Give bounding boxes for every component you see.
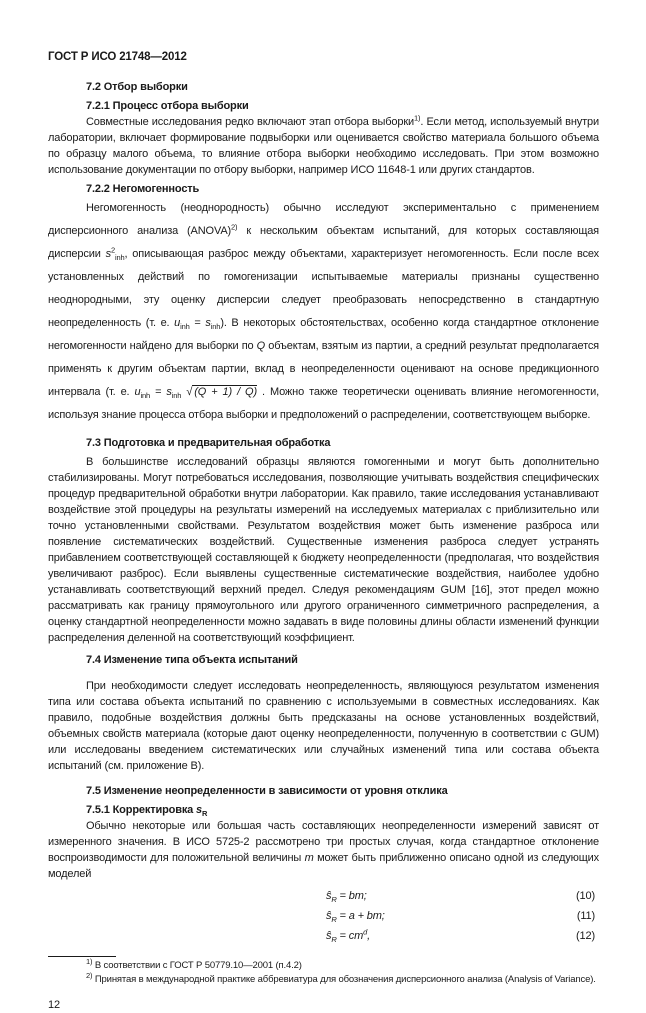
footnote-ref-1: 1) <box>414 113 421 123</box>
math-s: s <box>166 386 172 398</box>
text: к нескольким объектам испытаний, для которых составляющая дисперсии <box>48 225 599 260</box>
text: В соответствии с ГОСТ Р 50779.10—2001 (п.4.2) <box>92 960 302 971</box>
math-sub: inh <box>171 391 182 401</box>
footnote-ref-2: 2) <box>231 222 238 232</box>
math: = cm <box>339 930 364 942</box>
section-7-3-paragraph: В большинстве исследований образцы являются гомогенными и могут быть дополнительно стабилизированы. Могут потребоваться исследования, позволяющие учитывать воздействия специфических процедур предварительной обработки внутри лаборатории. Как правило, такие исследования устанавливают воздействие этой процедуры на результаты измерений на исследуемых материалах с приблизительно или точно установленными свойствами. Результатом воздействия может быть изменение разброса или появление систематических воздействий. Существенные изменения разброса следует устранять прибавлением соответствующей составляющей к бюджету неопределенности (предполагая, что воздействия увеличивают разброс). Если выявлены существенные систематические воздействия, наиболее удобно устанавливать соответствующий верхний предел. Следуя рекомендациям GUM [16], этот предел можно рассматривать как границу прямоугольного или другого ограниченного симметричного распределения, а оценку стандартной неопределенности можно задавать в виде половины длины области изменений функции распределения деленной на соответствующий коэффициент. <box>48 456 599 644</box>
math-sub: R <box>331 935 337 945</box>
math: = a + bm; <box>339 910 385 922</box>
section-7-5-1-paragraph <box>48 818 599 882</box>
section-7-2-1-paragraph <box>48 114 599 178</box>
text: . Можно также теоретически оценивать влияние негомогенности, используя знание процесса отбора выборки и предположений о распределении, соответствующем выборке. <box>48 386 599 421</box>
section-7-2-title: 7.2 Отбор выборки <box>86 81 188 93</box>
math-q: Q <box>256 340 266 352</box>
math-m: m <box>304 852 314 864</box>
math: ŝ <box>326 910 332 922</box>
text: . Если метод, используемый внутри лаборатории, включает формирование подвыборки или оценивается свойство материала большого объема по образцу малого объема, то влияние отбора выборки необходимо исследовать. При этом возможно использование документации по отбору выборки, например ИСО 11648-1 или других стандартов. <box>48 116 600 176</box>
text: Негомогенность (неоднородность) обычно исследуют экспериментально с применением дисперсионного анализа (ANOVA) <box>48 202 599 237</box>
text: ). В некоторых обстоятельствах, особенно когда стандартное отклонение негомогенности найдено для выборки по <box>48 317 599 352</box>
math-s: s <box>205 317 211 329</box>
text: Совместные исследования редко включают этап отбора выборки <box>86 116 415 128</box>
math-s: s <box>105 248 111 260</box>
footnote-1 <box>48 956 599 973</box>
text: 7.5.1 Корректировка <box>86 804 197 816</box>
equation-number: (10) <box>576 890 595 902</box>
text: может быть приближенно описано одной из следующих моделей <box>48 852 599 880</box>
math-sup: d <box>363 927 368 937</box>
math-sub: R <box>202 809 208 819</box>
math-sub: inh <box>114 253 125 263</box>
math-sub: R <box>331 915 337 925</box>
math-sub: inh <box>180 322 190 332</box>
section-7-5-title: 7.5 Изменение неопределенности в зависимости от уровня отклика <box>86 785 448 797</box>
section-7-2-2-paragraph <box>48 197 599 427</box>
section-7-2-2-title: 7.2.2 Негомогенность <box>86 183 200 195</box>
math-sub: R <box>331 895 337 905</box>
math-sub: inh <box>140 391 151 401</box>
math: = bm; <box>339 890 367 902</box>
math-u: u <box>134 386 141 398</box>
equation-number: (11) <box>576 910 595 922</box>
math-sup: 2 <box>110 245 115 255</box>
text: объектам, взятым из партии, а средний результат предполагается применять к другим объектам партии, вклад в неопределенности оценивают на основе предикционного интервала (т. е. <box>48 340 599 398</box>
math-u: u <box>174 317 181 329</box>
equation-number: (12) <box>576 930 595 942</box>
page-number: 12 <box>48 999 60 1011</box>
section-7-4-title: 7.4 Изменение типа объекта испытаний <box>86 654 298 666</box>
footnote-2 <box>48 970 599 987</box>
math-eq: = <box>189 317 206 329</box>
footnotes <box>48 956 599 987</box>
text: Принятая в международной практике аббревиатура для обозначения дисперсионного анализа (Analysis of Variance). <box>92 974 596 985</box>
document-header: ГОСТ Р ИСО 21748—2012 <box>48 51 187 63</box>
sqrt-icon: √ <box>186 386 193 398</box>
math: , <box>367 930 371 942</box>
section-7-2-1-title: 7.2.1 Процесс отбора выборки <box>86 100 249 112</box>
math-sqrt: (Q + 1) / Q) <box>194 386 257 398</box>
footnote-mark: 1) <box>86 956 93 966</box>
math: ŝ <box>326 890 332 902</box>
footnote-divider <box>48 956 116 957</box>
footnote-mark: 2) <box>86 970 93 980</box>
math: ŝ <box>326 930 332 942</box>
section-7-3-title: 7.3 Подготовка и предварительная обработка <box>86 437 331 449</box>
section-7-4-paragraph: При необходимости следует исследовать неопределенность, являющуюся результатом изменения типа или состава объекта испытаний по сравнению с используемыми в совместных исследованиях. Как правило, подобные воздействия должны быть предсказаны на основе установленных воздействий, объемных свойств материала (которые дают оценку неопределенности, полученную в соответствии с GUM) или исследованы введением систематических или случайных изменений типа или состава объекта испытаний (см. приложение В). <box>48 680 599 772</box>
equation-10 <box>48 888 599 908</box>
equation-12 <box>48 928 599 948</box>
math-eq: = <box>150 386 167 398</box>
section-7-5-1-title <box>48 802 599 818</box>
math-sub: inh <box>210 322 221 332</box>
text: Обычно некоторые или большая часть составляющих неопределенности измерений зависят от измеренного значения. В ИСО 5725-2 рассмотрено три простых случая, когда стандартное отклонение воспроизводимости для положительной величины <box>48 820 599 864</box>
text: , описывающая разброс между объектами, характеризует негомогенность. Если после всех установленных действий по гомогенизации испытываемые материалы признаны существенно неоднородными, эту оценку дисперсии следует преобразовать непосредственно в стандартную неопределенность (т. е. <box>48 248 599 329</box>
equation-11 <box>48 908 599 928</box>
math-s: s <box>196 804 203 816</box>
document-page <box>48 49 599 1013</box>
